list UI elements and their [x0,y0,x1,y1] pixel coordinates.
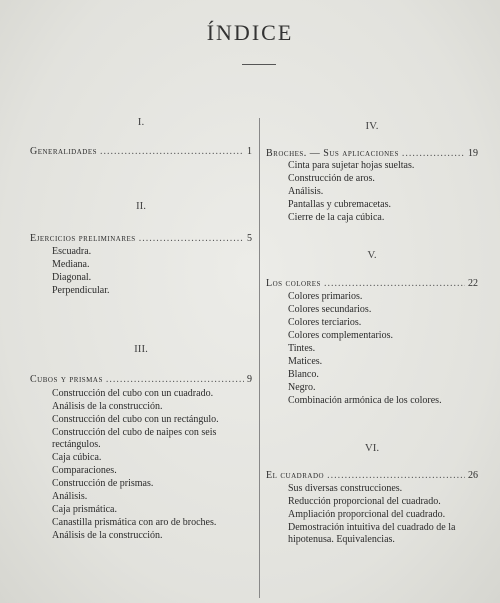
column-divider [259,118,260,598]
list-item: Colores terciarios. [288,317,362,328]
section-page: 1 [247,146,252,157]
section-heading [30,374,252,385]
list-item: Negro. [288,382,316,393]
leader-dots [327,470,465,481]
list-item: Análisis. [52,491,88,502]
list-item: Construcción del cubo con un cuadrado. [52,388,214,399]
list-item: Blanco. [288,369,319,380]
list-item: Colores complementarios. [288,330,393,341]
list-item: Construcción de aros. [288,173,375,184]
section-heading [266,148,478,159]
list-item: Ampliación proporcional del cuadrado. [288,509,446,520]
list-item: Diagonal. [52,272,92,283]
list-item: Análisis de la construcción. [52,530,163,541]
list-item: Comparaciones. [52,465,117,476]
list-item: Colores primarios. [288,291,363,302]
leader-dots [139,233,244,244]
title-rule [242,64,276,65]
leader-dots [324,278,465,289]
list-item: Demostración intuitiva del cuadrado de la hipotenusa. Equivalencias. [288,522,456,545]
list-item: Matices. [288,356,323,367]
list-item: Pantallas y cubremacetas. [288,199,392,210]
list-item: Sus diversas construcciones. [288,483,403,494]
list-item: Construcción del cubo de naipes con seis rectángulos. [52,427,217,450]
section-number: V. [367,249,377,261]
list-item: Reducción proporcional del cuadrado. [288,496,441,507]
section-heading [30,233,252,244]
section-heading [266,470,478,481]
section-page: 22 [468,278,478,289]
list-item: Combinación armónica de los colores. [288,395,442,406]
list-item: Caja cúbica. [52,452,102,463]
leader-dots [100,146,244,157]
section-page: 9 [247,374,252,385]
list-item: Escuadra. [52,246,92,257]
list-item: Análisis. [288,186,324,197]
section-items [288,483,478,547]
section-number: VI. [364,442,380,454]
section-number: I. [137,116,145,128]
list-item: Colores secundarios. [288,304,372,315]
list-item: Caja prismática. [52,504,117,515]
list-item: Perpendicular. [52,285,110,296]
list-item: Canastilla prismática con aro de broches. [52,517,217,528]
section-number: II. [135,200,147,212]
leader-dots [402,148,465,159]
section-heading [266,278,478,289]
section-page: 5 [247,233,252,244]
section-title: Cubos y prismas [30,374,103,385]
list-item: Mediana. [52,259,90,270]
section-items [52,246,252,298]
section-number: III. [134,343,148,355]
section-items [52,388,252,543]
list-item: Tintes. [288,343,316,354]
section-title: Broches. — Sus aplicaciones [266,148,399,159]
page-title: ÍNDICE [206,20,294,45]
section-heading [30,146,252,157]
section-items [288,160,478,225]
list-item: Análisis de la construcción. [52,401,163,412]
section-title: Generalidades [30,146,97,157]
section-title: Ejercicios preliminares [30,233,136,244]
list-item: Cierre de la caja cúbica. [288,212,385,223]
section-title: Los colores [266,278,321,289]
section-number: IV. [365,120,379,132]
section-title: El cuadrado [266,470,325,481]
list-item: Construcción de prismas. [52,478,154,489]
list-item: Cinta para sujetar hojas sueltas. [288,160,415,171]
section-page: 26 [468,470,478,481]
leader-dots [106,374,244,385]
section-page: 19 [468,148,478,159]
section-items [288,291,478,408]
list-item: Construcción del cubo con un rectángulo. [52,414,219,425]
